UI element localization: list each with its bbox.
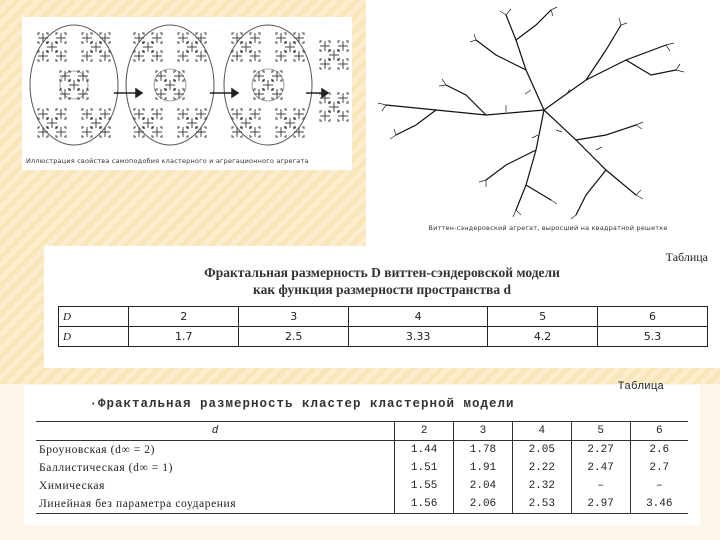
dla-aggregate-illustration bbox=[366, 0, 720, 222]
table-row bbox=[36, 477, 688, 495]
table-cell: – bbox=[630, 477, 688, 495]
table-cell: 5 bbox=[488, 307, 598, 327]
table-cluster-cluster-dimension bbox=[24, 381, 700, 525]
table-cell: 1.56 bbox=[395, 495, 454, 514]
table-row bbox=[36, 459, 688, 477]
table-cell: 2.7 bbox=[630, 459, 688, 477]
table-witten-sander-dimension bbox=[44, 246, 720, 368]
table2-label: Таблица bbox=[617, 381, 664, 393]
table-cell: 2.47 bbox=[571, 459, 630, 477]
aggregate-oval-2 bbox=[126, 25, 214, 145]
table-cell: 1.78 bbox=[454, 441, 513, 460]
table2-row-label: Линейная без параметра соударения bbox=[36, 495, 395, 514]
table-cell: 1.7 bbox=[129, 327, 239, 347]
figure-left-caption: Иллюстрация свойства самоподобия кластерного и агрегационного агрегата bbox=[26, 157, 309, 165]
aggregate-oval-3 bbox=[224, 25, 312, 145]
table1-row2-header: D bbox=[59, 327, 129, 347]
table-cell: 2.22 bbox=[512, 459, 571, 477]
table-header-cell: 3 bbox=[454, 422, 513, 441]
table-cell: 4.2 bbox=[488, 327, 598, 347]
figure-right-caption: Виттен-сэндеровский агрегат, выросший на квадратной решетке bbox=[428, 224, 668, 232]
table2-row-label: Броуновская (d∞ = 2) bbox=[39, 444, 156, 456]
table2-title: ·Фрактальная размерность кластер кластерной модели bbox=[89, 397, 515, 411]
table-cell: 1.91 bbox=[454, 459, 513, 477]
table1-title-line2: как функция размерности пространства d bbox=[253, 282, 511, 297]
table-row bbox=[36, 495, 688, 514]
table2-grid bbox=[36, 421, 688, 514]
table-cell: – bbox=[571, 477, 630, 495]
table1-title bbox=[44, 264, 720, 298]
table-cell: 2.6 bbox=[630, 441, 688, 460]
table2-row-label: Баллистическая (d∞ = 1) bbox=[39, 462, 174, 474]
table-cell: 4 bbox=[349, 307, 488, 327]
arrows bbox=[114, 89, 328, 97]
table-cell: 2.27 bbox=[571, 441, 630, 460]
table-cell: 3.33 bbox=[349, 327, 488, 347]
table-header-cell: 4 bbox=[512, 422, 571, 441]
table-cell: 2.06 bbox=[454, 495, 513, 514]
table-cell: 2 bbox=[129, 307, 239, 327]
table-header-cell: 2 bbox=[395, 422, 454, 441]
table2-header-label: d bbox=[36, 422, 395, 441]
table-cell: 1.55 bbox=[395, 477, 454, 495]
table-cell: 3.46 bbox=[630, 495, 688, 514]
table-cell: 1.44 bbox=[395, 441, 454, 460]
aggregate-oval-1 bbox=[30, 25, 118, 145]
table-row bbox=[59, 327, 708, 347]
figure-self-similarity bbox=[22, 17, 352, 170]
self-similarity-illustration bbox=[22, 17, 352, 157]
table1-row1-header: D bbox=[59, 307, 129, 327]
aggregate-partial-4 bbox=[320, 41, 348, 121]
table-cell: 2.53 bbox=[512, 495, 571, 514]
table-cell: 2.5 bbox=[239, 327, 349, 347]
table2-row-label: Химическая bbox=[39, 480, 105, 492]
table-cell: 2.05 bbox=[512, 441, 571, 460]
table-header-cell: 5 bbox=[571, 422, 630, 441]
table-cell: 1.51 bbox=[395, 459, 454, 477]
table-cell: 5.3 bbox=[598, 327, 708, 347]
table1-label: Таблица bbox=[665, 250, 708, 264]
table-cell: 3 bbox=[239, 307, 349, 327]
table1-title-line1: Фрактальная размерность D виттен-сэндеровской модели bbox=[204, 265, 560, 280]
table-cell: 2.32 bbox=[512, 477, 571, 495]
figure-witten-sander bbox=[366, 0, 720, 246]
table-row bbox=[36, 441, 688, 460]
table-cell: 2.04 bbox=[454, 477, 513, 495]
table-header-cell: 6 bbox=[630, 422, 688, 441]
table1-grid bbox=[58, 306, 708, 347]
table-cell: 6 bbox=[598, 307, 708, 327]
table-cell: 2.97 bbox=[571, 495, 630, 514]
table-row bbox=[59, 307, 708, 327]
table-header-row bbox=[36, 422, 688, 441]
